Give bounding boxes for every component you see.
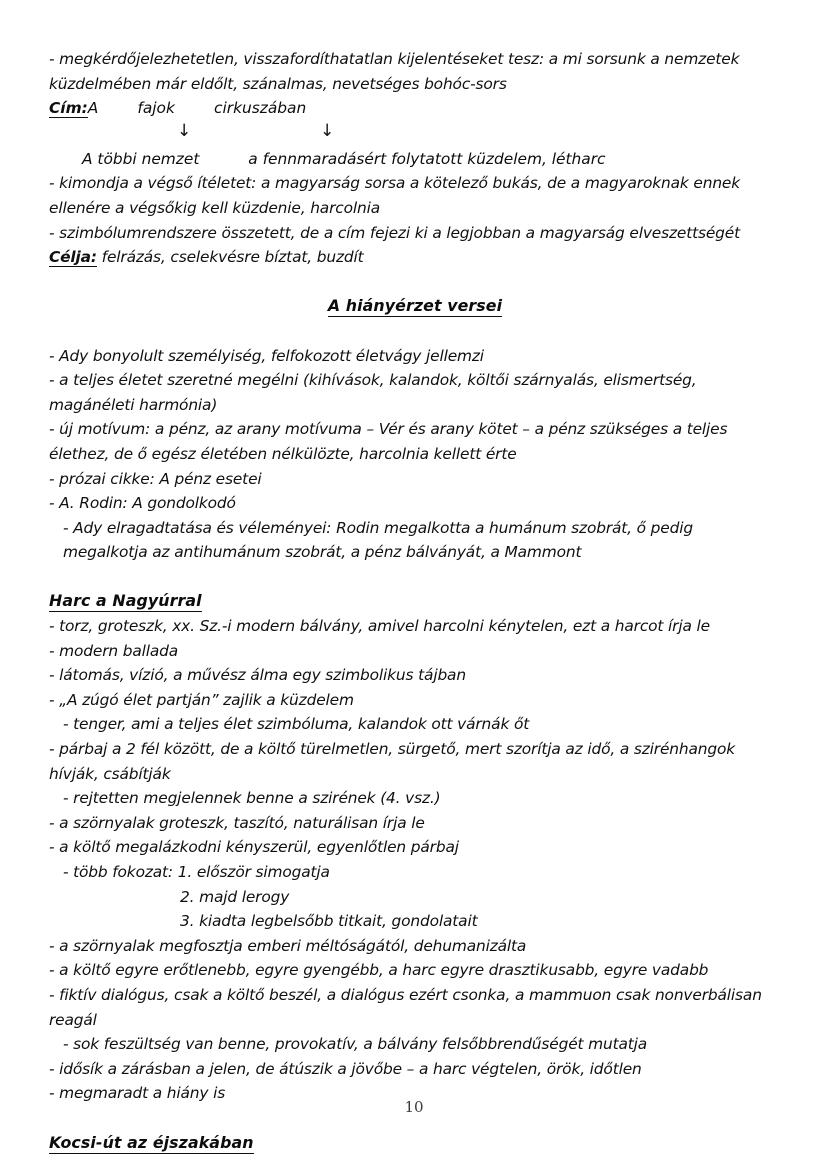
- heading-hianyerzet-versei: [49, 294, 781, 319]
- arrow-row: [49, 121, 781, 147]
- list-item: - a költő megalázkodni kényszerül, egyenlőtlen párbaj: [49, 838, 459, 857]
- list-item: - a szörnyalak groteszk, taszító, naturálisan írja le: [49, 813, 425, 832]
- title-words: A fajok cirkuszában: [87, 99, 307, 118]
- paragraph-szimbolumrendszere: - szimbólumrendszere összetett, de a cím fejezi ki a legjobban a magyarság elveszettségét: [49, 223, 740, 242]
- heading-harc-a-nagyurral: [49, 589, 781, 614]
- list-item: - modern ballada: [49, 641, 179, 660]
- down-arrow-icon-2: ↓: [320, 120, 335, 141]
- paragraph-bohoc-sors: - megkérdőjelezhetetlen, visszafordíthatatlan kijelentéseket tesz: a mi sorsunk a nemzetek küzdelmében már eldőlt, szánalmas, nevetséges bohóc-sors: [49, 50, 740, 93]
- paragraph-ady-elragadtatasa: - Ady elragadtatása és véleményei: Rodin megalkotta a humánum szobrát, ő pedig megalkotja az antihumánum szobrát, a pénz bálványát, a Mammont: [63, 518, 693, 562]
- heading-kocsi-ut-az-ejszakaban-text: Kocsi-út az éjszakában: [49, 1132, 254, 1152]
- list-item: 2. majd lerogy: [180, 887, 290, 906]
- list-item: - párbaj a 2 fél között, de a költő türelmetlen, sürgető, mert szorítja az idő, a szirénhangok hívják, csábítják: [49, 740, 736, 783]
- list-item: - rejtetten megjelennek benne a szirének (4. vsz.): [63, 789, 441, 808]
- purpose-text: felrázás, cselekvésre bíztat, buzdít: [96, 248, 364, 267]
- paragraph-ady-szemelyiseg: - Ady bonyolult személyiség, felfokozott életvágy jellemzi: [49, 346, 484, 365]
- spacer: [49, 319, 781, 344]
- title-mapping-line: A többi nemzet a fennmaradásért folytatott küzdelem, létharc: [82, 149, 606, 168]
- list-item: - tenger, ami a teljes élet szimbóluma, kalandok ott várnák őt: [63, 715, 530, 734]
- title-line: [49, 96, 781, 121]
- paragraph-rodin: - A. Rodin: A gondolkodó: [49, 494, 236, 513]
- list-item: - idősík a zárásban a jelen, de átúszik a jövőbe – a harc végtelen, örök, időtlen: [49, 1059, 642, 1078]
- down-arrow-icon-1: ↓: [177, 120, 192, 141]
- heading-hianyerzet-versei-text: A hiányérzet versei: [327, 296, 503, 316]
- purpose-line: [49, 245, 781, 270]
- list-item: - fiktív dialógus, csak a költő beszél, a dialógus ezért csonka, a mammuon csak nonverbálisan reagál: [49, 985, 762, 1029]
- list-item: 3. kiadta legbelsőbb titkait, gondolatait: [180, 912, 478, 931]
- list-item: - torz, groteszk, xx. Sz.-i modern bálvány, amivel harcolni kénytelen, ezt a harcot írja le: [49, 617, 710, 636]
- list-item: - a szörnyalak megfosztja emberi méltóságától, dehumanizálta: [49, 936, 527, 955]
- spacer: [49, 270, 781, 295]
- paragraph-prozai-cikke: - prózai cikke: A pénz esetei: [49, 469, 262, 488]
- page-number: 10: [404, 1098, 424, 1116]
- purpose-label: Célja:: [49, 248, 97, 267]
- spacer: [49, 565, 781, 590]
- list-item: - több fokozat: 1. először simogatja: [63, 863, 330, 881]
- list-item: - a költő egyre erőtlenebb, egyre gyengébb, a harc egyre drasztikusabb, egyre vadabb: [49, 961, 709, 980]
- document-body: [49, 47, 781, 1155]
- paragraph-uj-motivum: - új motívum: a pénz, az arany motívuma – Vér és arany kötet – a pénz szükséges a teljes élethez, de ő egész életében nélkülözte, harcolnia kellett érte: [49, 420, 728, 463]
- paragraph-vegso-itelet: - kimondja a végső ítéletet: a magyarság sorsa a kötelező bukás, de a magyaroknak ennek ellenére a végsőkig kell küzdenie, harcolnia: [49, 174, 741, 217]
- list-item: - sok feszültség van benne, provokatív, a bálvány felsőbbrendűségét mutatja: [63, 1035, 648, 1054]
- list-item: - látomás, vízió, a művész álma egy szimbolikus tájban: [49, 666, 466, 685]
- list-item: - „A zúgó élet partján” zajlik a küzdelem: [49, 690, 354, 709]
- title-label: Cím:: [49, 99, 88, 118]
- heading-kocsi-ut-az-ejszakaban: [49, 1131, 781, 1156]
- list-item: - megmaradt a hiány is: [49, 1084, 226, 1103]
- heading-harc-a-nagyurral-text: Harc a Nagyúrral: [49, 591, 202, 611]
- paragraph-teljes-elet: - a teljes életet szeretné megélni (kihívások, kalandok, költői szárnyalás, elismertség, magánéleti harmónia): [49, 371, 697, 414]
